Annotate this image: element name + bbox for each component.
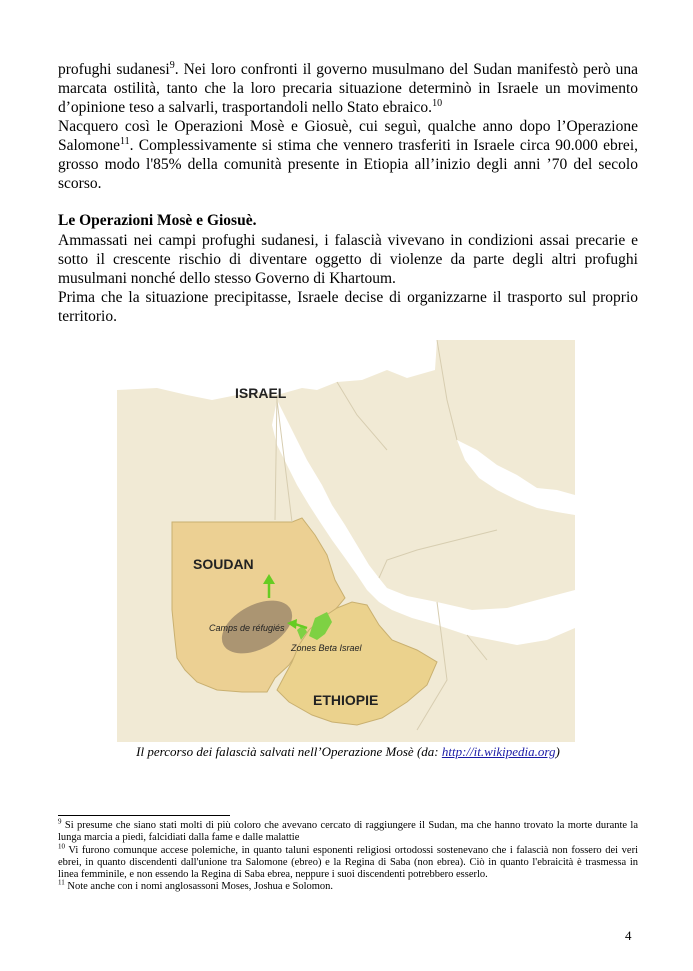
paragraph-1-text-b: . Nei loro confronti il governo musulmano del Sudan manifestò però una marcata ostilità, tanto che la loro precaria situazione determinò in Israele un movimento d’opinione teso a salvarli, trasportandoli nello Stato ebraico. (58, 61, 638, 116)
figure-caption (58, 744, 638, 760)
footnote-11-number: 11 (58, 878, 65, 887)
paragraph-1-text-a: profughi sudanesi (58, 61, 170, 78)
footnote-9-number: 9 (58, 817, 62, 826)
caption-link[interactable]: http://it.wikipedia.org (441, 744, 556, 759)
map-label-camps: Camps de réfugiés (209, 623, 285, 633)
page-number: 4 (625, 928, 632, 943)
paragraph-2-text-a: Nacquero così le Operazioni Mosè e Giosuè, cui seguì, qualche anno dopo l’Operazione Salomone (58, 118, 638, 154)
footnote-11 (58, 878, 638, 893)
paragraph-2 (58, 117, 638, 193)
footnotes (58, 817, 638, 894)
footnote-10 (58, 842, 638, 882)
footnote-10-text: Vi furono comunque accese polemiche, in quanto taluni esponenti religiosi ortodossi sostenevano che i falascià non fossero dei veri ebrei, in quanto discendenti dall'unione tra Salomone (ebreo) e la Regina di Saba (non ebrea). Ciò in quanto l'ebraicità è trasmessa in linea femminile, e non essendo la Regina di Saba ebrea, neppure i suoi discendenti potrebbero esserlo. (58, 844, 638, 881)
footnote-separator (58, 815, 230, 816)
footnote-10-number: 10 (58, 842, 65, 851)
section-heading: Le Operazioni Mosè e Giosuè. (58, 212, 257, 229)
footnote-9-text: Si presume che siano stati molti di più coloro che avevano cercato di raggiungere il Sudan, ma che hanno trovato la morte durante la lunga marcia a piedi, falcidiati dalla fame e dalle malattie (58, 820, 638, 844)
body-text-block-1 (58, 60, 638, 193)
paragraph-3: Ammassati nei campi profughi sudanesi, i falascià vivevano in condizioni assai precarie e sotto il crescente rischio di diventare oggetto di violenze da parte degli altri profughi musulmani nonché dello stesso Governo di Khartoum. (58, 232, 638, 287)
footnote-11-text: Note anche con i nomi anglosassoni Moses, Joshua e Solomon. (64, 881, 334, 893)
body-text-block-2 (58, 231, 638, 326)
caption-text: Il percorso dei falascià salvati nell’Operazione Mosè (da: (136, 744, 442, 759)
paragraph-4: Prima che la situazione precipitasse, Israele decise di organizzarne il trasporto sul proprio territorio. (58, 289, 638, 325)
map-label-ethiopie: ETHIOPIE (313, 692, 379, 708)
paragraph-2-text-b: . Complessivamente si stima che vennero trasferiti in Israele circa 90.000 ebrei, grosso modo l'85% della comunità presente in Etiopia all’inizio degli anni ’70 del secolo scorso. (58, 137, 638, 192)
map-image (117, 340, 575, 742)
footnote-ref-9[interactable]: 9 (169, 59, 175, 71)
map-label-soudan: SOUDAN (193, 556, 254, 572)
map-label-israel: ISRAEL (235, 385, 287, 401)
footnote-ref-10[interactable]: 10 (432, 97, 443, 109)
caption-close: ) (555, 744, 560, 759)
map-label-zones: Zones Beta Israel (291, 643, 362, 653)
footnote-ref-11[interactable]: 11 (120, 135, 130, 147)
paragraph-1 (58, 60, 638, 117)
footnote-9 (58, 817, 638, 845)
